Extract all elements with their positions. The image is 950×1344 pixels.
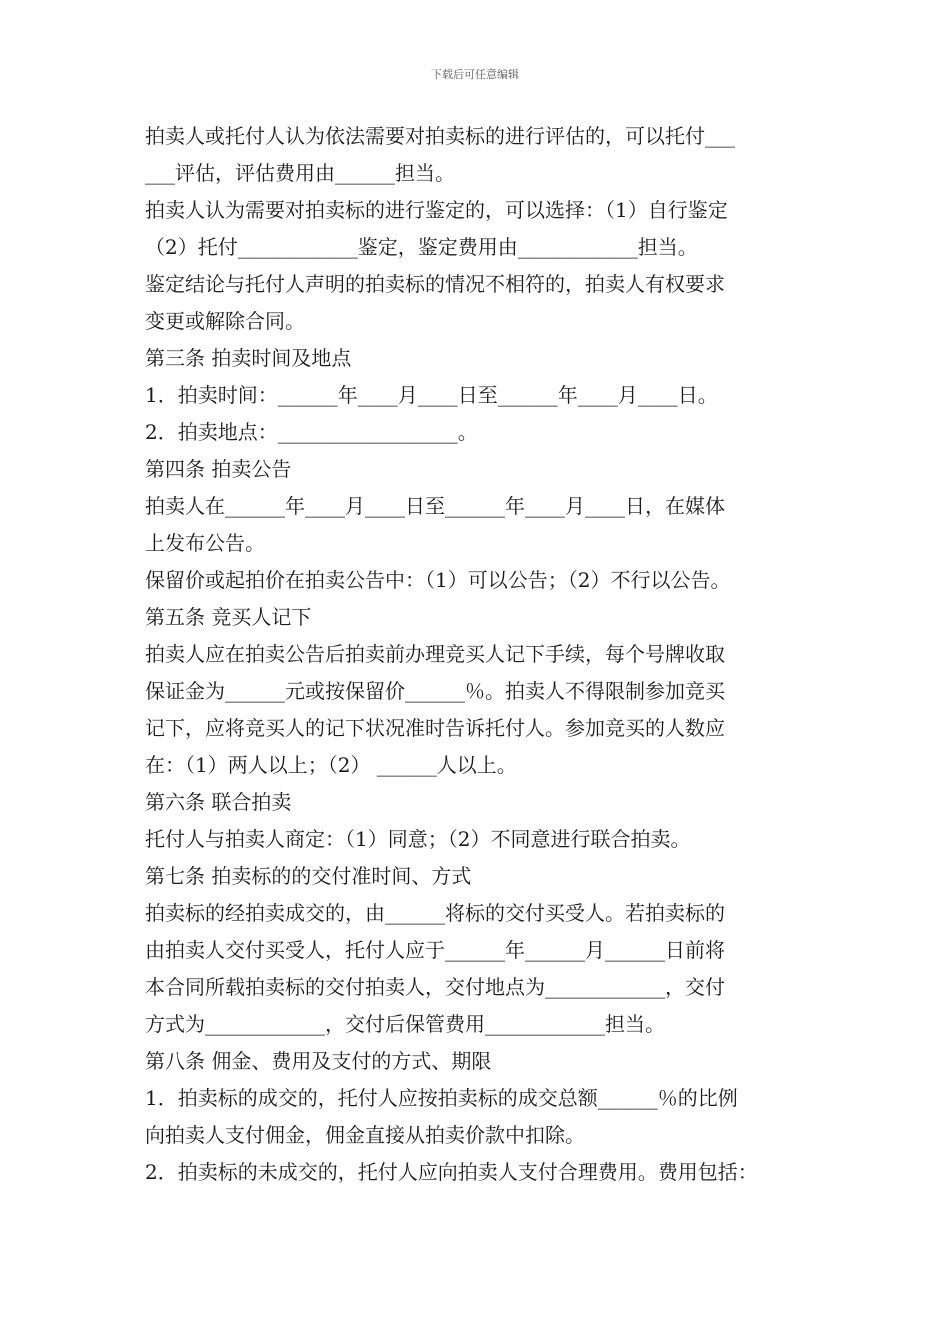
document-body <box>145 118 825 1191</box>
paragraph-line: 拍卖人认为需要对拍卖标的进行鉴定的，可以选择：（1）自行鉴定 <box>145 198 728 222</box>
paragraph-line: 保证金为______元或按保留价______％。拍卖人不得限制参加竞买 <box>145 679 725 703</box>
section-heading: 第七条 拍卖标的的交付准时间、方式 <box>145 864 472 888</box>
section-heading: 第六条 联合拍卖 <box>145 790 292 814</box>
section-heading: 第四条 拍卖公告 <box>145 457 292 481</box>
paragraph-line: 拍卖人应在拍卖公告后拍卖前办理竞买人记下手续，每个号牌收取 <box>145 642 725 666</box>
paragraph-line: （2）托付____________鉴定，鉴定费用由____________担当。 <box>145 235 698 259</box>
paragraph-line: 方式为____________，交付后保管费用____________担当。 <box>145 1012 665 1036</box>
paragraph-line: 由拍卖人交付买受人，托付人应于______年______月______日前将 <box>145 938 725 962</box>
paragraph-line: 鉴定结论与托付人声明的拍卖标的情况不相符的，拍卖人有权要求 <box>145 272 725 296</box>
paragraph-line: 记下，应将竞买人的记下状况准时告诉托付人。参加竞买的人数应 <box>145 716 725 740</box>
section-heading: 第三条 拍卖时间及地点 <box>145 346 352 370</box>
paragraph-line: 1．拍卖时间：______年____月____日至______年____月____日。 <box>145 383 718 407</box>
paragraph-line: 上发布公告。 <box>145 531 265 555</box>
paragraph-line: 2．拍卖标的未成交的，托付人应向拍卖人支付合理费用。费用包括： <box>145 1160 758 1184</box>
paragraph-line: 拍卖人或托付人认为依法需要对拍卖标的进行评估的，可以托付___ <box>145 124 735 148</box>
paragraph-line: 托付人与拍卖人商定：（1）同意；（2）不同意进行联合拍卖。 <box>145 827 691 851</box>
paragraph-line: 拍卖标的经拍卖成交的，由______将标的交付买受人。若拍卖标的 <box>145 901 725 925</box>
paragraph-line: 在：（1）两人以上；（2） ______人以上。 <box>145 753 517 777</box>
section-heading: 第八条 佣金、费用及支付的方式、期限 <box>145 1049 492 1073</box>
paragraph-line: 2．拍卖地点：__________________。 <box>145 420 478 444</box>
paragraph-line: 拍卖人在______年____月____日至______年____月____日，在媒体 <box>145 494 725 518</box>
paragraph-line: 变更或解除合同。 <box>145 309 305 333</box>
paragraph-line: 本合同所载拍卖标的交付拍卖人，交付地点为____________，交付 <box>145 975 725 999</box>
paragraph-line: 1．拍卖标的成交的，托付人应按拍卖标的成交总额______％的比例 <box>145 1086 738 1110</box>
paragraph-line: 保留价或起拍价在拍卖公告中：（1）可以公告；（2）不行以公告。 <box>145 568 731 592</box>
paragraph-line: ___评估，评估费用由______担当。 <box>145 161 455 185</box>
section-heading: 第五条 竞买人记下 <box>145 605 312 629</box>
page-header: 下载后可任意编辑 <box>431 68 519 81</box>
paragraph-line: 向拍卖人支付佣金，佣金直接从拍卖价款中扣除。 <box>145 1123 585 1147</box>
